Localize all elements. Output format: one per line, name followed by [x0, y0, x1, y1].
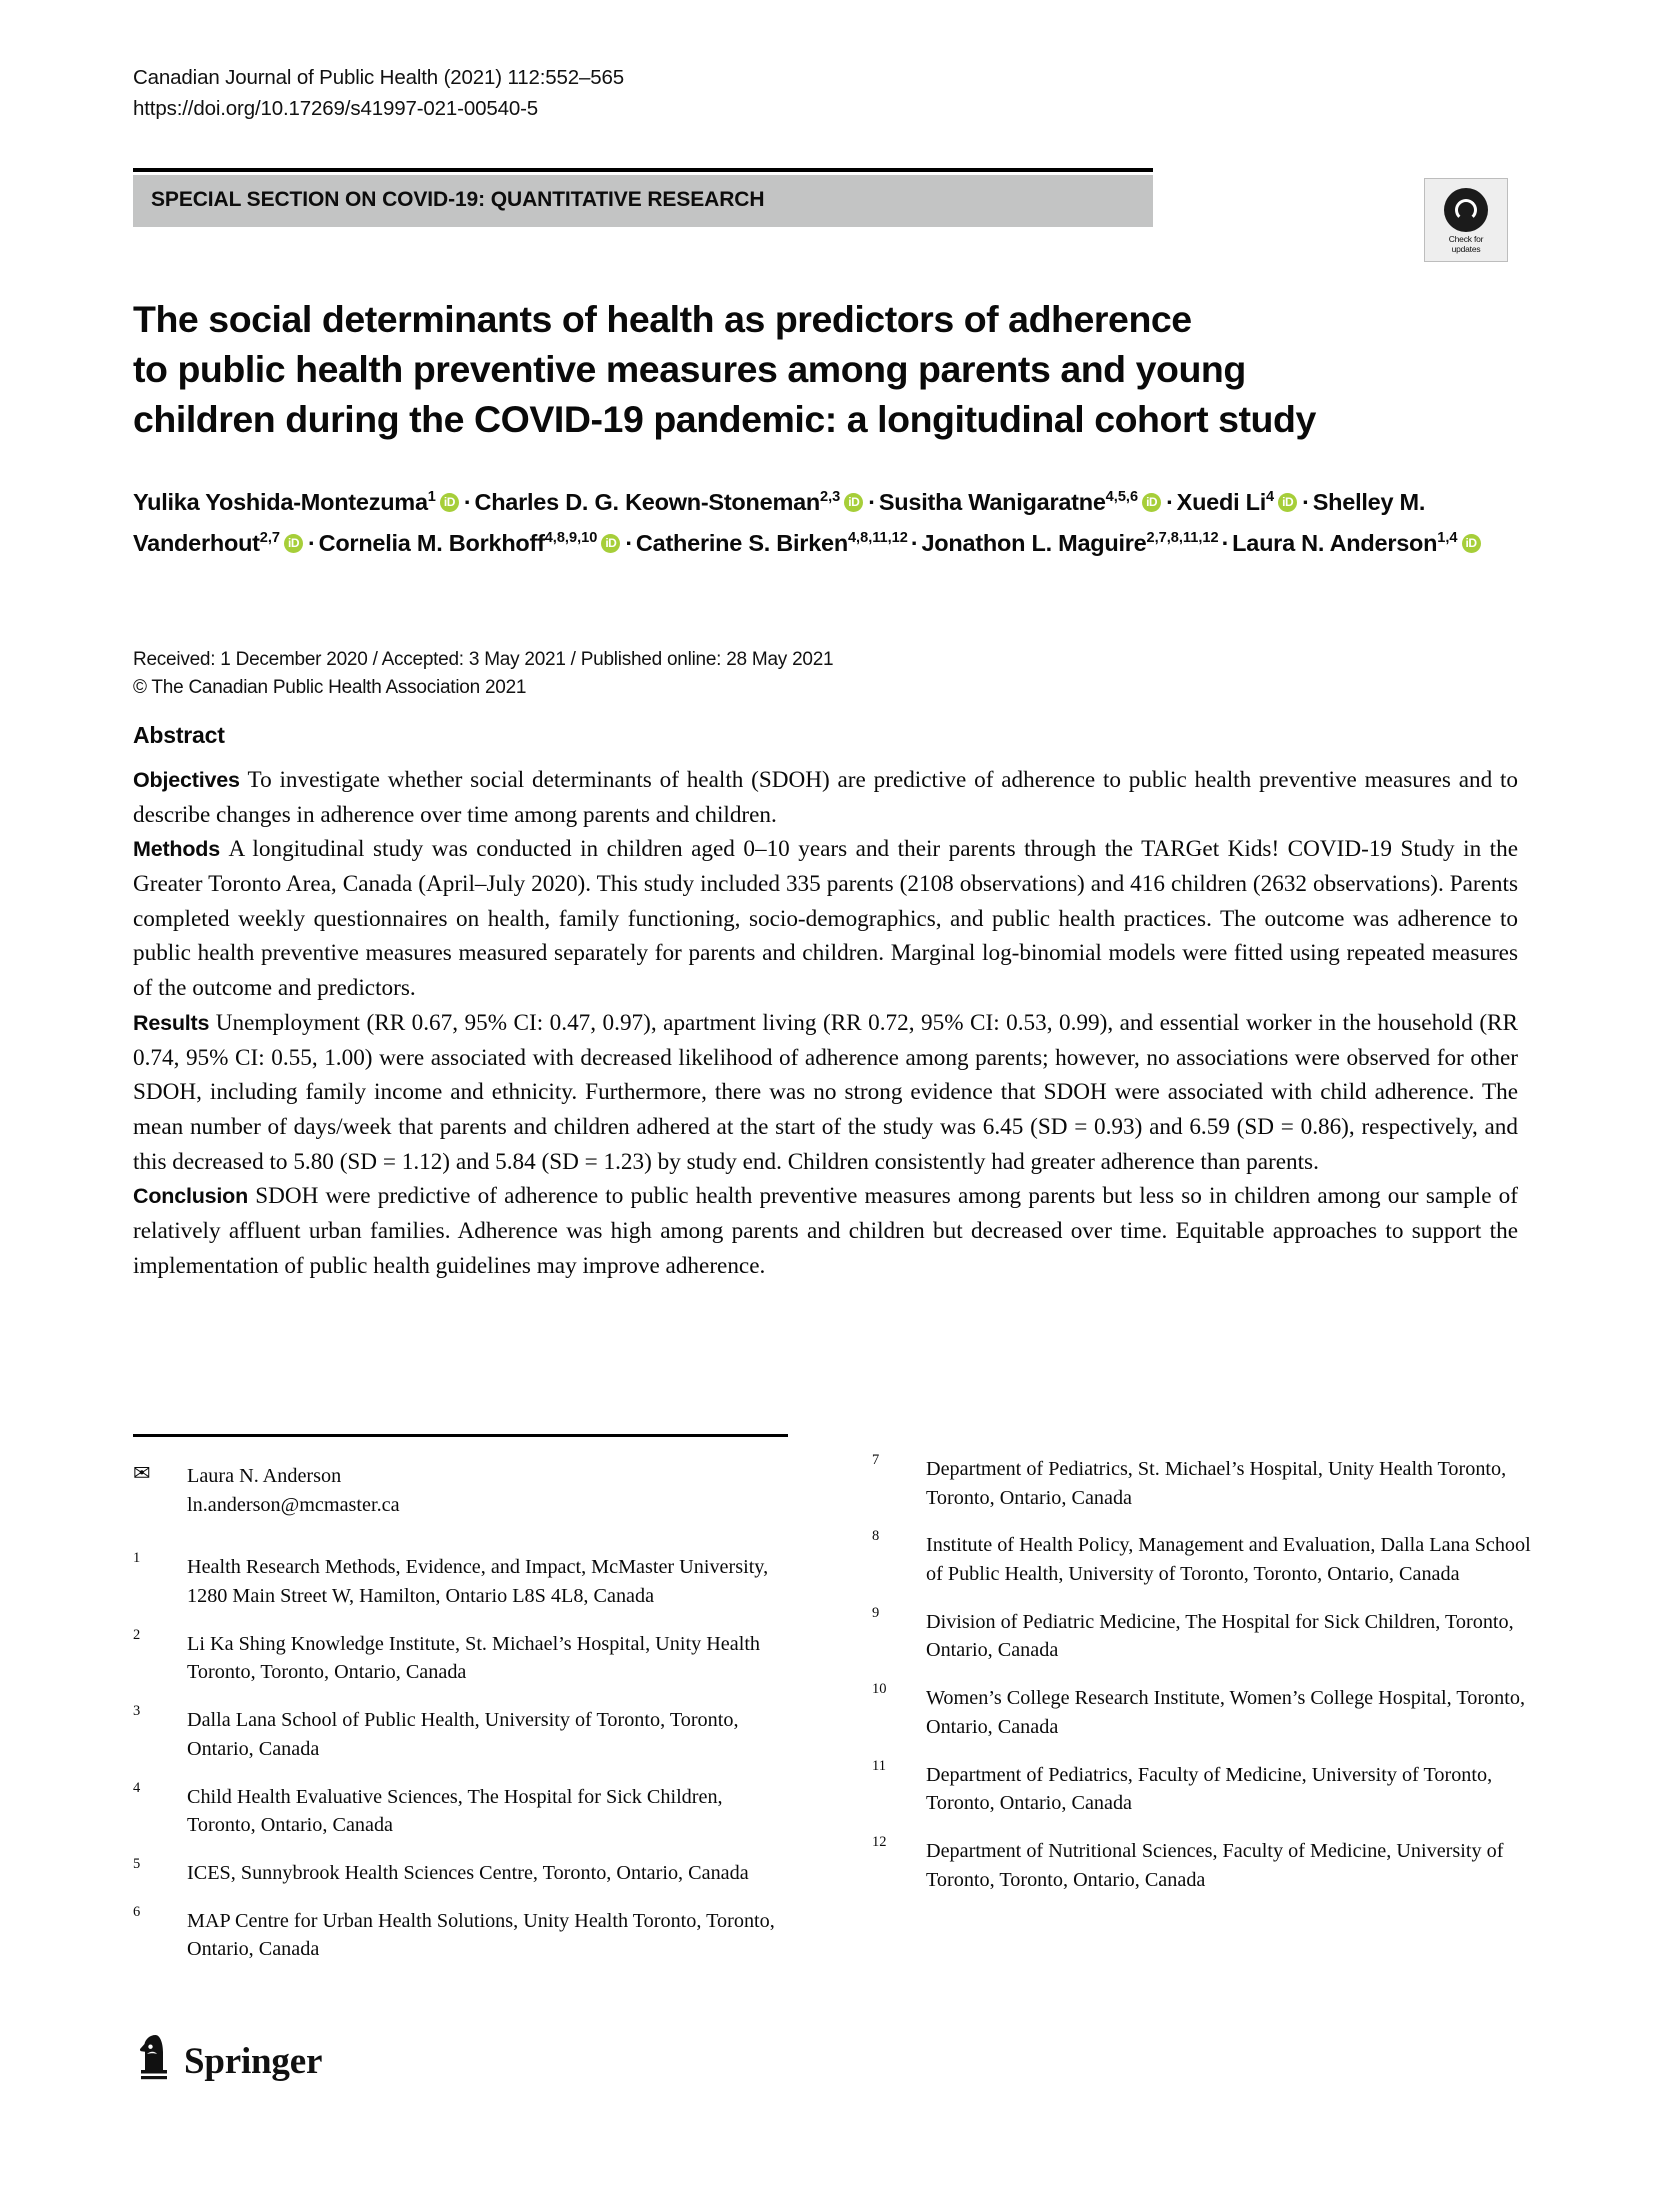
author-separator: ·: [625, 530, 633, 557]
author-list: [133, 482, 1533, 564]
envelope-icon: ✉: [133, 1461, 151, 1485]
abstract-section-text: SDOH were predictive of adherence to public health preventive measures among parents but less so in children among our sample of relatively affluent urban families. Adherence was high among parents and children but decreased over time. Equitable approaches to support the implementation of public health guidelines may improve adherence.: [133, 1183, 1518, 1279]
copyright-line: © The Canadian Public Health Association 2021: [133, 677, 527, 699]
footnote-rule: [133, 1434, 788, 1437]
affiliations-right-column: [872, 1452, 1537, 1913]
author-separator: ·: [1302, 489, 1310, 515]
author-name: Laura N. Anderson: [1232, 530, 1438, 557]
affiliation-marker: 2: [133, 1626, 141, 1643]
title-line-3: children during the COVID-19 pandemic: a longitudinal cohort study: [133, 397, 1316, 440]
affiliation-text: Child Health Evaluative Sciences, The Hospital for Sick Children, Toronto, Ontario, Canada: [187, 1785, 723, 1837]
special-section-label: SPECIAL SECTION ON COVID-19: QUANTITATIVE RESEARCH: [151, 188, 765, 211]
affiliation-text: Department of Pediatrics, Faculty of Medicine, University of Toronto, Toronto, Ontario, Canada: [926, 1763, 1493, 1815]
affiliation-text: Li Ka Shing Knowledge Institute, St. Michael’s Hospital, Unity Health Toronto, Toronto, Ontario, Canada: [187, 1632, 761, 1684]
title-line-2: to public health preventive measures among parents and young: [133, 347, 1246, 390]
author-name: Jonathon L. Maguire: [921, 530, 1147, 557]
author-name: Charles D. G. Keown-Stoneman: [474, 489, 821, 515]
affiliation-item: [133, 1550, 793, 1610]
affiliation-marker: 10: [872, 1681, 887, 1698]
affiliation-text: Department of Nutritional Sciences, Faculty of Medicine, University of Toronto, Toronto, Ontario, Canada: [926, 1839, 1504, 1891]
corresponding-author-email[interactable]: ln.anderson@mcmaster.ca: [187, 1493, 400, 1516]
author-name: Shelley M. Vanderhout: [133, 489, 1426, 557]
affiliation-marker: 8: [872, 1528, 880, 1545]
journal-doi[interactable]: https://doi.org/10.17269/s41997-021-00540-5: [133, 97, 539, 121]
header-rule: [133, 168, 1153, 172]
affiliation-item: [872, 1604, 1537, 1665]
corresponding-author-name: Laura N. Anderson: [187, 1465, 342, 1487]
affiliation-item: [872, 1833, 1537, 1894]
author-affiliation-marker: 4,8,11,12: [847, 530, 908, 547]
publisher-logo: [133, 2032, 322, 2084]
abstract-body: [133, 763, 1518, 1283]
affiliation-item: [872, 1757, 1537, 1818]
affiliation-text: Institute of Health Policy, Management and Evaluation, Dalla Lana School of Public Health, University of Toronto, Toronto, Ontario, Canada: [926, 1534, 1531, 1586]
author-separator: ·: [308, 530, 316, 557]
publisher-name: Springer: [184, 2041, 323, 2082]
springer-knight-icon: [133, 2032, 175, 2084]
orcid-icon[interactable]: [284, 534, 303, 553]
affiliation-text: Division of Pediatric Medicine, The Hospital for Sick Children, Toronto, Ontario, Canada: [926, 1610, 1514, 1662]
affiliation-item: [133, 1703, 793, 1763]
author-name: Xuedi Li: [1176, 489, 1267, 515]
journal-citation: Canadian Journal of Public Health (2021) 112:552–565: [133, 66, 625, 89]
author-name: Susitha Wanigaratne: [878, 489, 1106, 515]
author-name: Cornelia M. Borkhoff: [318, 530, 545, 557]
abstract-section: [133, 1006, 1518, 1179]
title-line-1: The social determinants of health as predictors of adherence: [133, 298, 1192, 340]
received-accepted-line: Received: 1 December 2020 / Accepted: 3 May 2021 / Published online: 28 May 2021: [133, 649, 834, 670]
affiliation-item: [872, 1452, 1537, 1512]
affiliation-text: Dalla Lana School of Public Health, University of Toronto, Toronto, Ontario, Canada: [187, 1709, 739, 1760]
author-separator: ·: [1221, 530, 1230, 557]
special-section-band: [133, 175, 1153, 227]
affiliation-text: Women’s College Research Institute, Women’s College Hospital, Toronto, Ontario, Canada: [926, 1687, 1525, 1738]
abstract-section-label: Conclusion: [133, 1184, 256, 1209]
author-affiliation-marker: 4,5,6: [1105, 489, 1139, 506]
journal-header: [133, 62, 1233, 124]
affiliation-item: [872, 1681, 1537, 1741]
author-affiliation-marker: 1: [427, 489, 436, 506]
refresh-icon: [1444, 188, 1488, 232]
affiliation-text: ICES, Sunnybrook Health Sciences Centre, Toronto, Ontario, Canada: [187, 1861, 749, 1884]
abstract-section: [133, 832, 1518, 1005]
author-separator: ·: [910, 530, 919, 557]
author-affiliation-marker: 2,3: [820, 489, 841, 506]
author-name: Catherine S. Birken: [635, 530, 848, 557]
affiliation-text: Health Research Methods, Evidence, and Impact, McMaster University, 1280 Main Street W, Hamilton, Ontario L8S 4L8, Canada: [187, 1556, 769, 1608]
author-name: Yulika Yoshida-Montezuma: [133, 489, 428, 515]
affiliation-marker: 7: [872, 1452, 880, 1468]
orcid-icon[interactable]: [1142, 493, 1161, 512]
affiliation-text: MAP Centre for Urban Health Solutions, Unity Health Toronto, Toronto, Ontario, Canada: [187, 1909, 775, 1961]
abstract-section-label: Results: [133, 1010, 216, 1035]
orcid-icon[interactable]: [1462, 534, 1481, 553]
author-affiliation-marker: 1,4: [1437, 530, 1458, 547]
author-affiliation-marker: 2,7,8,11,12: [1146, 530, 1219, 547]
affiliation-item: [133, 1903, 793, 1964]
affiliation-text: Department of Pediatrics, St. Michael’s Hospital, Unity Health Toronto, Toronto, Ontario, Canada: [926, 1458, 1507, 1509]
affiliation-marker: 6: [133, 1903, 141, 1920]
affiliation-item: [133, 1779, 793, 1840]
orcid-icon[interactable]: [440, 493, 459, 512]
corresponding-author: [133, 1462, 793, 1519]
affiliation-marker: 9: [872, 1604, 880, 1621]
abstract-section: [133, 1179, 1518, 1283]
author-affiliation-marker: 4,8,9,10: [544, 530, 598, 547]
affiliation-marker: 5: [133, 1855, 141, 1872]
author-separator: ·: [868, 489, 876, 515]
affiliation-marker: 12: [872, 1833, 887, 1850]
orcid-icon[interactable]: [1278, 493, 1297, 512]
orcid-icon[interactable]: [844, 493, 863, 512]
abstract-section: [133, 763, 1518, 832]
abstract-section-label: Objectives: [133, 768, 248, 792]
affiliation-item: [133, 1855, 793, 1888]
affiliation-marker: 1: [133, 1550, 141, 1567]
check-for-updates-label: Check for updates: [1448, 234, 1484, 254]
abstract-heading: Abstract: [133, 722, 225, 748]
abstract-section-label: Methods: [133, 837, 229, 862]
check-for-updates-badge[interactable]: [1424, 178, 1508, 262]
page-title: [133, 295, 1383, 445]
affiliation-marker: 3: [133, 1703, 141, 1720]
author-affiliation-marker: 2,7: [259, 530, 281, 547]
author-separator: [1483, 530, 1489, 556]
affiliation-item: [133, 1626, 793, 1687]
affiliation-marker: 11: [872, 1757, 886, 1774]
affiliation-item: [872, 1528, 1537, 1588]
abstract-section-text: A longitudinal study was conducted in children aged 0–10 years and their parents through the TARGet Kids! COVID-19 Study in the Greater Toronto Area, Canada (April–July 2020). This study included 335 parents (2108 observations) and 416 children (2632 observations). Parents completed weekly questionnaires on health, family functioning, socio-demographics, and public health practices. The outcome was adherence to public health preventive measures measured separately for parents and children. Marginal log-binomial models were fitted using repeated measures of the outcome and predictors.: [133, 836, 1518, 1002]
author-separator: ·: [1166, 489, 1174, 515]
author-affiliation-marker: 4: [1266, 489, 1275, 506]
publication-dates: [133, 646, 1233, 702]
affiliations-left-column: [133, 1462, 793, 1983]
affiliation-marker: 4: [133, 1779, 141, 1796]
orcid-icon[interactable]: [601, 534, 620, 553]
abstract-section-text: To investigate whether social determinants of health (SDOH) are predictive of adherence to public health preventive measures and to describe changes in adherence over time among parents and children.: [133, 767, 1518, 828]
abstract-section-text: Unemployment (RR 0.67, 95% CI: 0.47, 0.97), apartment living (RR 0.72, 95% CI: 0.53, 0.99), and essential worker in the household (RR 0.74, 95% CI: 0.55, 1.00) were associated with decreased likelihood of adherence among parents; however, no associations were observed for other SDOH, including family income and ethnicity. Furthermore, there was no strong evidence that SDOH were associated with child adherence. The mean number of days/week that parents and children adhered at the start of the study was 6.45 (SD = 0.93) and 6.59 (SD = 0.86), respectively, and this decreased to 5.80 (SD = 1.12) and 5.84 (SD = 1.23) by study end. Children consistently had greater adherence than parents.: [133, 1009, 1518, 1175]
author-separator: ·: [463, 489, 472, 515]
